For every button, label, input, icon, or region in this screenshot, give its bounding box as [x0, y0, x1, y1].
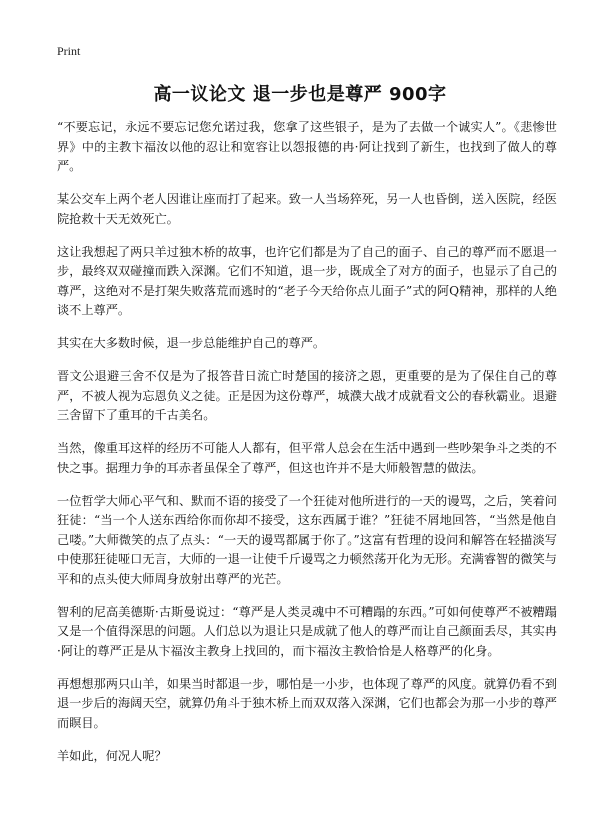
paragraph-9: 再想想那两只山羊，如果当时都退一步，哪怕是一小步，也体现了尊严的风度。就算仍看不到退一步后的海阔天空，就算仍角斗于独木桥上而双双落入深渊，它们也都会为那一小步的尊严而瞑目。 — [57, 676, 557, 730]
paragraph-4: 其实在大多数时候，退一步总能维护自己的尊严。 — [57, 336, 326, 350]
paragraph-7: 一位哲学大师心平气和、默而不语的接受了一个狂徒对他所进行的一天的谩骂，之后，笑着问狂徒：“当一个人送东西给你而你却不接受，这东西属于谁？”狂徒不屑地回答，“当然是他自己喽。”大师微笑的点了点头：“一天的谩骂都属于你了。”这富有哲理的设问和解答在轻描淡写中使那狂徒哑口无言，大师的一退一让使千斤谩骂之力顿然荡开化为无形。充满睿智的微笑与平和的点头使大师周身放射出尊严的光芒。 — [57, 493, 557, 586]
paragraph-3: 这让我想起了两只羊过独木桥的故事，也许它们都是为了自己的面子、自己的尊严而不愿退一步，最终双双碰撞而跌入深渊。它们不知道，退一步，既成全了对方的面子，也显示了自己的尊严，这绝对不是打架失败落荒而逃时的“老子今天给你点儿面子”式的阿Q精神，那样的人绝谈不上尊严。 — [57, 244, 557, 317]
paragraph-6: 当然，像重耳这样的经历不可能人人都有，但平常人总会在生活中遇到一些吵架争斗之类的不快之事。据理力争的耳赤者虽保全了尊严，但这也许并不是大师般智慧的做法。 — [57, 441, 557, 475]
page-title: 高一议论文 退一步也是尊严 900字 — [153, 84, 447, 105]
paragraph-1: “不要忘记，永远不要忘记您允诺过我，您拿了这些银子，是为了去做一个诚实人”。《悲惨世界》中的主教卞福汝以他的忍让和宽容让以怨报德的冉·阿让找到了新生，也找到了做人的尊严。 — [57, 120, 557, 173]
article-body — [57, 118, 557, 780]
paragraph-8: 智利的尼高美德斯·古斯曼说过：“尊严是人类灵魂中不可糟蹋的东西。”可如何使尊严不被糟蹋又是一个值得深思的问题。人们总以为退让只是成就了他人的尊严而让自己颜面丢尽，其实冉·阿让的尊严正是从卞福汝主教身上找回的，而卞福汝主教恰恰是人格尊严的化身。 — [57, 604, 557, 658]
paragraph-2: 某公交车上两个老人因谁让座而打了起来。致一人当场猝死，另一人也昏倒，送入医院，经医院抢救十天无效死亡。 — [57, 192, 557, 226]
paragraph-10: 羊如此，何况人呢？ — [57, 748, 167, 763]
paragraph-5: 晋文公退避三舍不仅是为了报答昔日流亡时楚国的接济之恩，更重要的是为了保住自己的尊严，不被人视为忘恩负义之徒。正是因为这份尊严，城濮大战才成就看文公的春秋霸业。退避三舍留下了重耳的千古美名。 — [57, 369, 557, 422]
print-link[interactable]: Print — [57, 44, 81, 58]
